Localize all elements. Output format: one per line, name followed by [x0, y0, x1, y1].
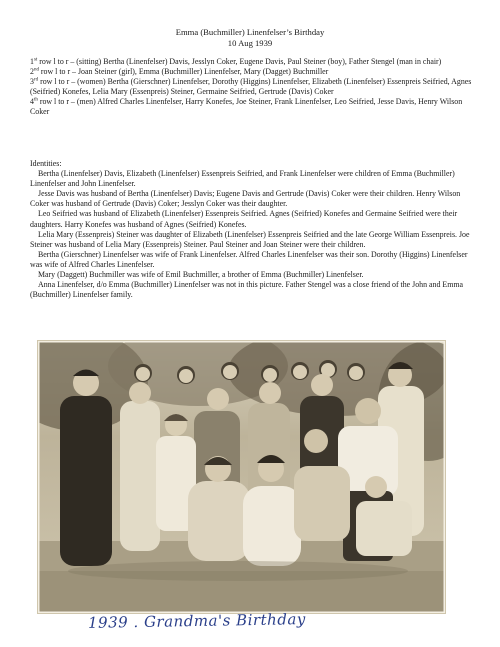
row-entry: 3rd row l to r – (women) Bertha (Gierschner) Linenfelser, Dorothy (Higgins) Linenfelser, Elizabeth (Linenfelser) Essenpreis Seifried, Agnes (Seifried) Konefes, Lelia Mary (Essenpreis) Steiner, Germaine Seifried, Gertrude (Davis) Coker: [30, 77, 472, 97]
identities-section: [30, 159, 477, 300]
identity-paragraph: Leo Seifried was husband of Elizabeth (Linenfelser) Essenpreis Seifried. Agnes (Seifried) Konefes and Germaine Seifried were their daughters. Harry Konefes was husband of Agnes (Seifried) Konefes.: [30, 209, 458, 229]
identity-paragraph: Bertha (Gierschner) Linenfelser was wife of Frank Linenfelser. Alfred Charles Linenfelser was their son. Dorothy (Higgins) Linenfelser was wife of Alfred Charles Linenfelser.: [30, 249, 468, 269]
row-entry: 4th row l to r – (men) Alfred Charles Linenfelser, Harry Konefes, Joe Steiner, Frank Linenfelser, Leo Seifried, Jesse Davis, Henry Wilson Coker: [30, 97, 463, 117]
row-entry: 2nd row l to r – Joan Steiner (girl), Emma (Buchmiller) Linenfelser, Mary (Dagget) Buchmiller: [30, 67, 329, 77]
family-photograph: [37, 340, 446, 614]
row-entry: 1st row l to r – (sitting) Bertha (Linenfelser) Davis, Jesslyn Coker, Eugene Davis, Paul Steiner (boy), Father Stengel (man in chair): [30, 57, 442, 66]
identity-paragraph: Mary (Daggett) Buchmiller was wife of Emil Buchmiller, a brother of Emma (Buchmiller) Linenfelser.: [38, 270, 364, 280]
identity-paragraph: Jesse Davis was husband of Bertha (Linenfelser) Davis; Eugene Davis and Gertrude (Davis) Coker were their children. Henry Wilson Coker was husband of Gertrude (Davis) Coker; Jesslyn Coker was their daughter.: [30, 189, 461, 209]
group-photo-image: [38, 341, 445, 613]
identities-heading: Identities:: [30, 159, 62, 168]
identity-paragraph: Lelia Mary (Essenpreis) Steiner was daughter of Elizabeth (Linenfelser) Essenpreis Seifried and the late George William Essenpreis. Joe Steiner was husband of Lelia Mary (Essenpreis) Steiner. Paul Steiner and Joan Steiner were their children.: [30, 229, 470, 249]
identity-paragraph: Bertha (Linenfelser) Davis, Elizabeth (Linenfelser) Essenpreis Seifried, and Frank Linenfelser were children of Emma (Buchmiller) Linenfelser and John Linenfelser.: [30, 169, 455, 189]
document-date: 10 Aug 1939: [227, 38, 273, 48]
handwritten-caption: 1939 . Grandma's Birthday: [87, 610, 306, 632]
document-title: Emma (Buchmiller) Linenfelser’s Birthday: [175, 27, 325, 37]
identity-paragraph: Anna Linenfelser, d/o Emma (Buchmiller) Linenfelser was not in this picture. Father Stengel was a close friend of the John and Emma (Buchmiller) Linenfelser family.: [30, 280, 463, 300]
row-list: [30, 57, 477, 118]
